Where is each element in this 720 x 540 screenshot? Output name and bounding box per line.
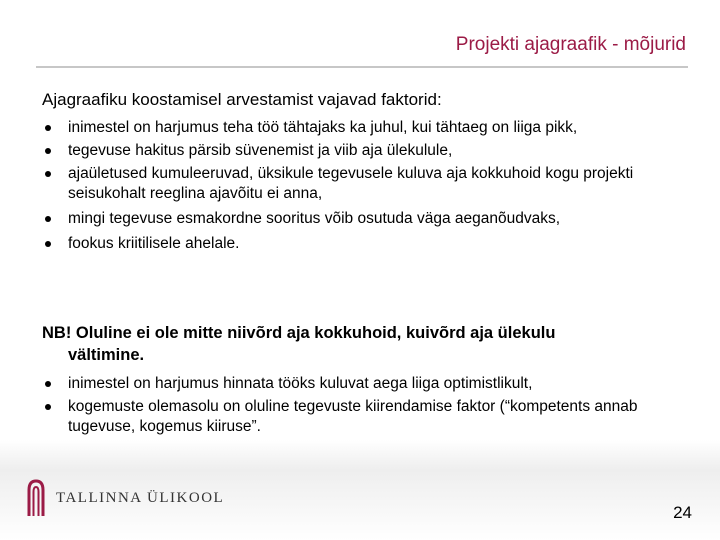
list-item-text: kogemuste olemasolu on oluline tegevuste kiirendamise faktor (“kompetents annab tugevuse, kogemus kiiruse”. (68, 398, 638, 435)
bullet-icon (45, 241, 51, 247)
bullet-icon (45, 381, 51, 387)
list-item (42, 141, 682, 161)
list-item-text: ajaületused kumuleeruvad, üksikule tegevusele kuluva aja kokkuhoid kogu projekti seisukohalt reeglina ajavõitu ei anna, (68, 165, 634, 202)
page-number: 24 (673, 503, 692, 522)
factors-list (42, 118, 682, 257)
nb-note-line2: vältimine. (68, 346, 145, 364)
list-item (42, 374, 682, 394)
list-item-text: inimestel on harjumus hinnata tööks kuluvat aega liiga optimistlikult, (68, 375, 533, 392)
university-name: TALLINNA ÜLIKOOL (56, 489, 225, 506)
list-item (42, 118, 682, 138)
slide-title: Projekti ajagraafik - mõjurid (455, 34, 686, 55)
list-item-text: inimestel on harjumus teha töö tähtajaks ka juhul, kui tähtaeg on liiga pikk, (68, 119, 578, 136)
list-item (42, 397, 682, 437)
bullet-icon (45, 216, 51, 222)
list-item (42, 234, 682, 254)
nb-note (42, 322, 682, 366)
university-logo (24, 478, 224, 518)
title-divider (36, 66, 688, 68)
list-item-text: mingi tegevuse esmakordne sooritus võib osutuda väga aeganõudvaks, (68, 210, 561, 227)
bullet-icon (45, 404, 51, 410)
list-item (42, 209, 682, 229)
bullet-icon (45, 148, 51, 154)
bullet-icon (45, 125, 51, 131)
list-item-text: fookus kriitilisele ahelale. (68, 235, 240, 252)
bullet-icon (45, 171, 51, 177)
intro-text: Ajagraafiku koostamisel arvestamist vajavad faktorid: (42, 90, 442, 109)
tallinn-university-logo-icon (24, 478, 48, 518)
list-item (42, 164, 682, 204)
nb-list (42, 374, 682, 440)
nb-note-line1: NB! Oluline ei ole mitte niivõrd aja kokkuhoid, kuivõrd aja ülekulu (42, 324, 556, 342)
list-item-text: tegevuse hakitus pärsib süvenemist ja viib aja ülekulule, (68, 142, 453, 159)
